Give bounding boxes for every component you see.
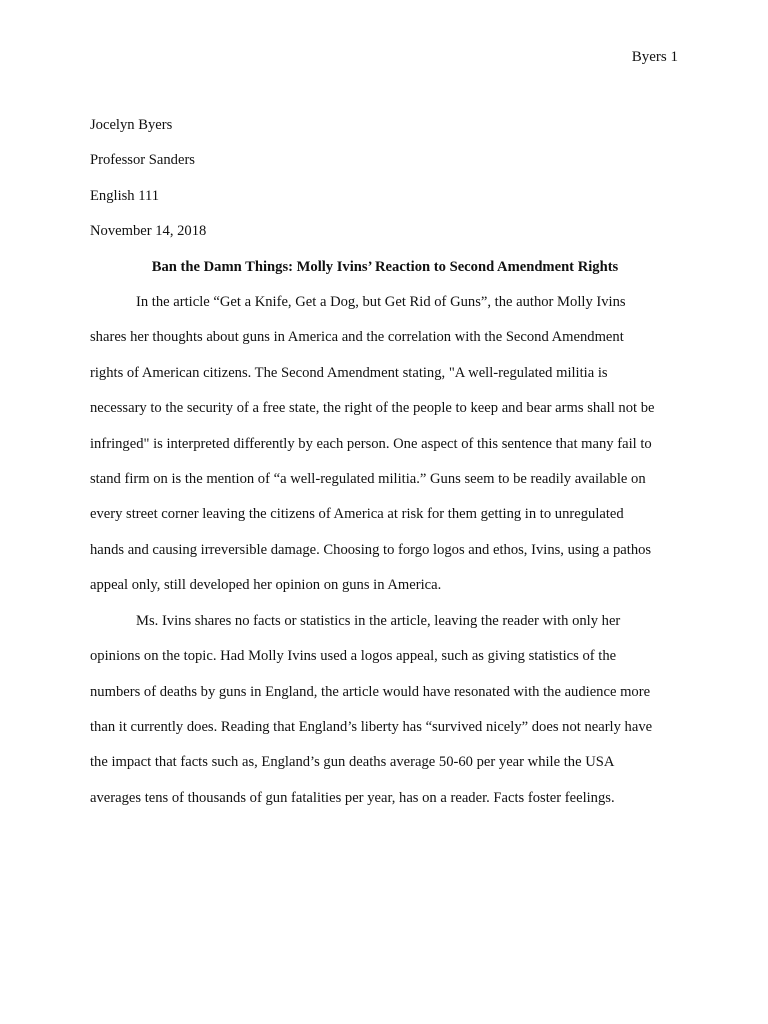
essay-body bbox=[90, 108, 680, 816]
page-header-number: Byers 1 bbox=[631, 49, 678, 65]
essay-title: Ban the Damn Things: Molly Ivins’ Reaction to Second Amendment Rights bbox=[151, 258, 619, 275]
essay-date: November 14, 2018 bbox=[90, 223, 207, 240]
paragraph-line: In the article “Get a Knife, Get a Dog, but Get Rid of Guns”, the author Molly Ivins bbox=[136, 294, 626, 311]
paragraph-line: the impact that facts such as, England’s gun deaths average 50-60 per year while the USA bbox=[90, 754, 615, 771]
paragraph-line: shares her thoughts about guns in America and the correlation with the Second Amendment bbox=[90, 329, 624, 346]
paragraph-line: Ms. Ivins shares no facts or statistics in the article, leaving the reader with only her bbox=[136, 612, 621, 629]
paragraph-line: numbers of deaths by guns in England, the article would have resonated with the audience more bbox=[90, 683, 651, 700]
paragraph-line: opinions on the topic. Had Molly Ivins used a logos appeal, such as giving statistics of the bbox=[90, 648, 617, 665]
paragraph-1 bbox=[90, 285, 680, 604]
paragraph-line: appeal only, still developed her opinion on guns in America. bbox=[90, 577, 442, 594]
paragraph-line: stand firm on is the mention of “a well-regulated militia.” Guns seem to be readily available on bbox=[90, 471, 646, 488]
paragraph-line: infringed" is interpreted differently by each person. One aspect of this sentence that many fail to bbox=[90, 435, 652, 452]
paragraph-line: hands and causing irreversible damage. Choosing to forgo logos and ethos, Ivins, using a pathos bbox=[90, 541, 652, 558]
paragraph-line: every street corner leaving the citizens of America at risk for them getting in to unregulated bbox=[90, 506, 624, 523]
student-name: Jocelyn Byers bbox=[90, 117, 173, 133]
paragraph-line: rights of American citizens. The Second Amendment stating, "A well-regulated militia is bbox=[90, 364, 608, 381]
course-name: English 111 bbox=[90, 187, 160, 204]
paragraph-line: than it currently does. Reading that England’s liberty has “survived nicely” does not nearly have bbox=[90, 718, 653, 735]
paragraph-line: necessary to the security of a free state, the right of the people to keep and bear arms shall not be bbox=[90, 400, 655, 417]
paragraph-line: averages tens of thousands of gun fatalities per year, has on a reader. Facts foster feelings. bbox=[90, 789, 615, 806]
professor-name: Professor Sanders bbox=[90, 152, 195, 169]
paragraph-2 bbox=[90, 604, 680, 816]
